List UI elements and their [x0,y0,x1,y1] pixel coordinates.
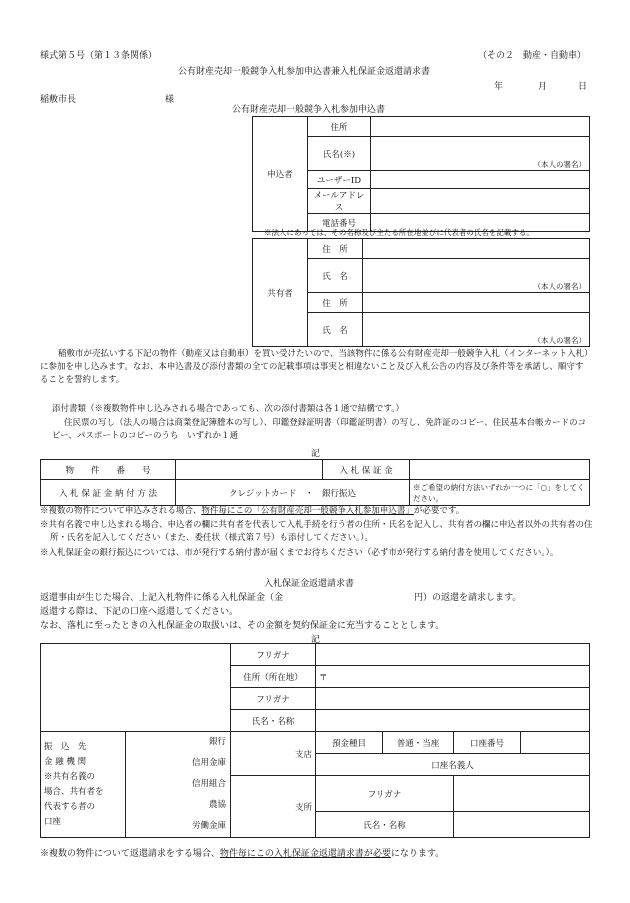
furigana-input-2[interactable] [316,688,590,710]
inst-roukin[interactable]: 労働金庫 [191,821,226,831]
coowner-table [252,238,590,347]
item-table [40,459,590,506]
user-id-input[interactable] [371,171,590,189]
holder-address-input[interactable] [316,666,590,688]
blank-area [41,644,231,732]
applicant-label: 申込者 [253,117,308,232]
ki-mark: 記 [311,449,321,459]
addressee: 稲敷市長 [40,95,77,105]
transfer-destination-label: 振 込 先 金 融 機 関 ※共有名義の 場合、共有者を 代表する者の 口座 [41,732,126,838]
furigana-label-3: フリガナ [316,776,454,812]
refund-line-1a: 返還事由が生じた場合、上記入札物件に係る入札保証金（金 [40,593,284,603]
holder-name-label: 氏名・名称 [231,710,316,732]
date-day: 日 [578,82,588,92]
form-number: 様式第５号（第１３条関係） [40,51,158,61]
holder-name-label-2: 氏名・名称 [316,812,454,838]
holder-name-input-2[interactable] [454,812,590,838]
postal-mark: 〒 [319,672,328,683]
deposit-input[interactable] [410,460,590,480]
application-title: 公有財産売却一般競争入札参加申込書 [232,105,386,115]
office-label: 支所 [231,776,316,838]
coowner-address-input-1[interactable] [363,239,590,259]
furigana-input-1[interactable] [316,644,590,666]
attachments-body: 住民票の写し（法人の場合は商業登記簿謄本の写し）、印鑑登録証明書（印鑑証明書）の写し、免許証のコピー、住民基本台帳カードのコピー、パスポートのコピーのうち いずれか１通 [52,418,587,441]
applicant-address-input[interactable] [371,117,590,137]
form-type: （その２ 動産・自動車） [478,51,587,61]
row-address-label: 住所 [308,117,371,137]
note-multiple: ※複数の物件について申込みされる場合、物件毎にこの「公有財産売却一般競争入札参加申込書」が必要です。 [40,506,465,516]
inst-shinkumi[interactable]: 信用組合 [191,779,226,789]
row-userid-label: ユーザーID [308,171,371,189]
coowner-name-input-2[interactable] [363,313,590,347]
applicant-table [252,116,590,232]
coowner-address-input-2[interactable] [363,293,590,313]
coowner-name-input-1[interactable] [363,259,590,293]
bank-table [40,643,590,838]
refund-line-3: なお、落札に至ったときの入札保証金の取扱いは、その金額を契約保証金に充当することとします。 [40,621,445,631]
account-number-label: 口座番号 [454,732,521,754]
holder-name-input[interactable] [316,710,590,732]
date-year: 年 [494,82,504,92]
date-month: 月 [538,82,548,92]
ki-mark-2: 記 [311,635,321,645]
row-name-label: 氏名(※) [308,137,371,171]
footer-note: ※複数の物件について返還請求をする場合、物件毎にこの入札保証金返還請求書が必要になります。 [40,849,445,859]
coowner-signature-note-2: （本人の署名） [533,336,586,345]
branch-label: 支店 [231,732,316,776]
coowner-name-label-1: 氏 名 [308,259,363,293]
furigana-label-1: フリガナ [231,644,316,666]
coowner-signature-note-1: （本人の署名） [533,282,586,291]
inst-bank[interactable]: 銀行 [208,737,226,747]
refund-line-2: 返還する際は、下記の口座へ返還してください。 [40,607,239,617]
row-phone-label: 電話番号 [308,214,371,232]
deposit-type-label: 預金種目 [316,732,383,754]
item-number-label: 物 件 番 号 [41,460,176,480]
coowner-label: 共有者 [253,239,308,347]
holder-address-label: 住所（所在地） [231,666,316,688]
refund-title: 入札保証金返還請求書 [264,579,355,589]
payment-method-options[interactable]: クレジットカード ・ 銀行振込 [176,480,410,506]
page-title: 公有財産売却一般競争入札参加申込書兼入札保証金返還請求書 [178,67,431,77]
note-coowner: ※共有名義で申し込まれる場合、申込者の欄に共有者を代表して入札手続を行う者の住所・氏名を記入し、共有者の欄に申込者以外の共有者の住所・氏名を記入してください（また、委任状（様式第７号）も添付してください。）。 [40,520,593,543]
furigana-label-2: フリガナ [231,688,316,710]
row-email-label: メールアドレス [308,189,371,214]
note-bank-transfer: ※入札保証金の銀行振込については、市が発行する納付書が届くまでお待ちください（必ず市が発行する納付書を使用してください。）。 [40,548,559,558]
institution-types[interactable] [126,732,231,838]
item-number-input[interactable] [176,460,323,480]
furigana-input-3[interactable] [454,776,590,812]
deposit-label: 入 札 保 証 金 [323,460,410,480]
honorific: 様 [165,95,175,105]
payment-method-note: ※ご希望の納付方法いずれか一つに「○」をしてください。 [410,480,590,506]
signature-note: （本人の署名） [533,160,586,169]
coowner-address-label-2: 住 所 [308,293,363,313]
inst-shinkin[interactable]: 信用金庫 [191,758,226,768]
pledge-text: 稲敷市が売払いする下記の物件（動産又は自動車）を買い受けたいので、当該物件に係る公有財産売却一般競争入札（インターネット入札）に参加を申し込みます。なお、本申込書及び添付書類の全ての記載事項は事実と相違ないこと及び入札公告の内容及び条件等を承諾し、順守することを誓約します。 [40,349,589,385]
refund-line-1b: 円）の返還を請求します。 [414,593,522,603]
account-type-options[interactable]: 普通・当座 [383,732,454,754]
coowner-name-label-2: 氏 名 [308,313,363,347]
corporation-note: ※法人にあっては、その名称及び主たる所在地並びに代表者の氏名を記載する。 [264,228,534,237]
inst-noukyou[interactable]: 農協 [208,800,226,810]
applicant-name-input[interactable] [371,137,590,171]
account-number-input[interactable] [521,732,590,754]
email-input[interactable] [371,189,590,214]
account-holder-label: 口座名義人 [316,754,590,776]
attachments-heading: 添付書類（※複数物件申し込みされる場合であっても、次の添付書類は各１通で結構です。） [52,404,404,414]
coowner-address-label-1: 住 所 [308,239,363,259]
payment-method-label: 入 札 保 証 金 納 付 方 法 [41,480,176,506]
